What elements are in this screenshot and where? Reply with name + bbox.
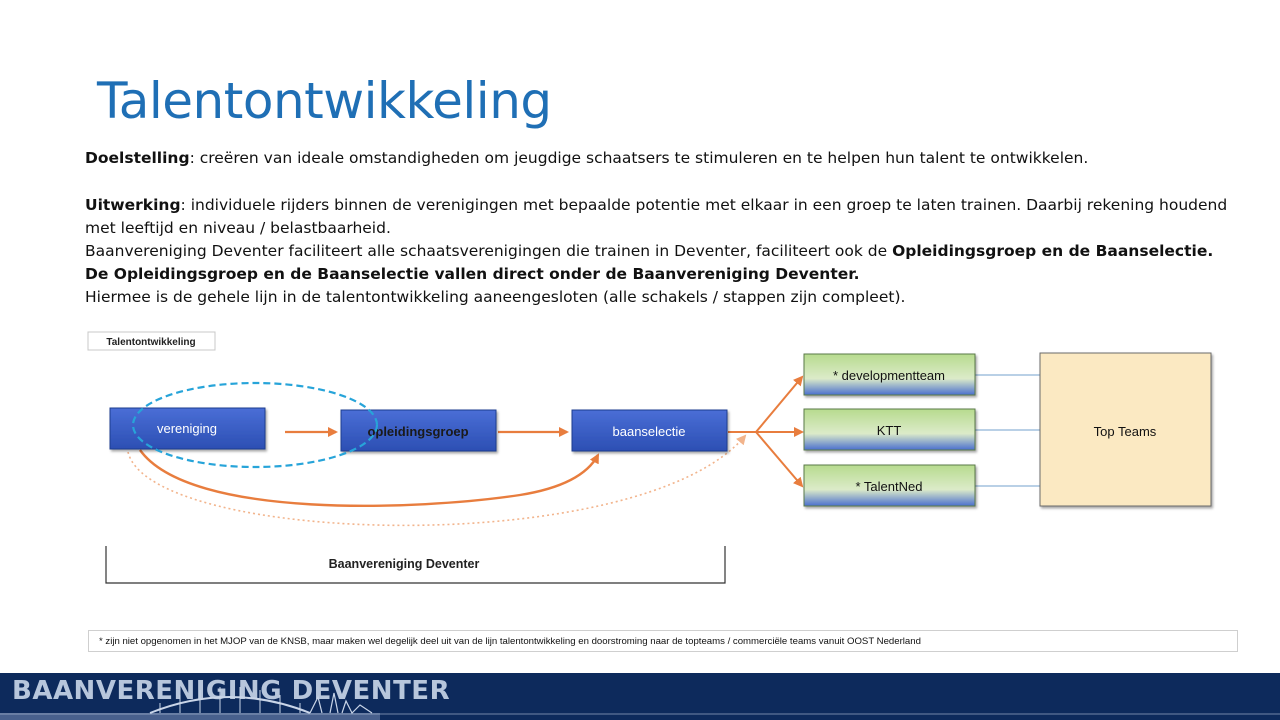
uitwerking-label: Uitwerking	[85, 196, 181, 214]
uitwerking-text: : individuele rijders binnen de verenigingen met bepaalde potentie met elkaar in een groep te laten trainen. Daarbij rekening houdend met leeftijd en niveau / belastbaarheid.	[85, 196, 1228, 237]
node-developmentteam-label: * developmentteam	[832, 368, 946, 383]
diagram-label-box	[88, 332, 215, 350]
node-vereniging-label: vereniging	[157, 421, 217, 436]
node-baanselectie-label: baanselectie	[612, 424, 686, 439]
structure-line: De Opleidingsgroep en de Baanselectie vallen direct onder de Baanvereniging Deventer.	[85, 265, 860, 283]
footer-brand: BAANVERENIGING DEVENTER	[12, 676, 451, 706]
node-talentned-label: * TalentNed	[855, 479, 923, 494]
skyline-graphic	[0, 673, 1280, 720]
facilitation-bold: Opleidingsgroep en de Baanselectie.	[892, 242, 1214, 260]
doelstelling-label: Doelstelling	[85, 149, 190, 167]
facilitation-text: Baanvereniging Deventer faciliteert alle schaatsverenigingen die trainen in Deventer, faciliteert ook de	[85, 242, 893, 260]
node-top-teams-label: Top Teams	[1093, 424, 1157, 439]
arrow-vereniging-baanselectie	[140, 450, 598, 506]
arrow-to-talentned	[756, 432, 802, 486]
footnote: * zijn niet opgenomen in het MJOP van de KNSB, maar maken wel degelijk deel uit van de lijn talentontwikkeling en doorstroming naar de topteams / commerciële teams vanuit OOST Nederland	[88, 630, 1238, 652]
doelstelling-text: : creëren van ideale omstandigheden om jeugdige schaatsers te stimuleren en te helpen hun talent te ontwikkelen.	[189, 149, 1089, 167]
arrow-to-developmentteam	[756, 377, 802, 432]
bracket-label: Baanvereniging Deventer	[328, 557, 480, 571]
footer-bar	[0, 673, 1280, 720]
node-opleidingsgroep-label: opleidingsgroep	[367, 424, 469, 439]
conclusion-line: Hiermee is de gehele lijn in de talentontwikkeling aaneengesloten (alle schakels / stappen zijn compleet).	[85, 288, 906, 306]
diagram-label-text: Talentontwikkeling	[106, 337, 196, 348]
page-title: Talentontwikkeling	[97, 72, 552, 130]
node-ktt-label: KTT	[876, 423, 902, 438]
